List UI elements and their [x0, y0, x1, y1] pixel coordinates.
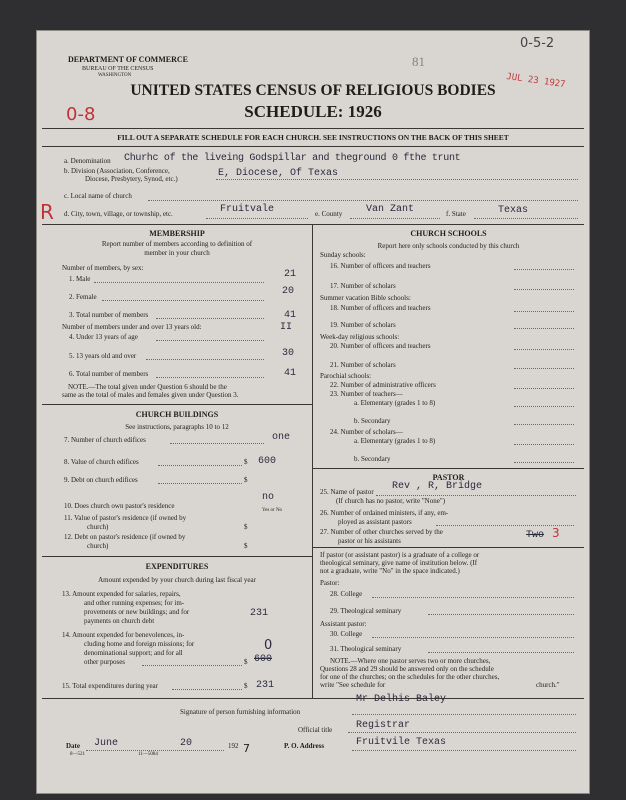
q23a-label: a. Elementary (grades 1 to 8): [354, 399, 436, 407]
q17-label: 17. Number of scholars: [330, 282, 396, 290]
q28-line: [372, 597, 574, 598]
q30-line: [372, 637, 574, 638]
q17-line: [514, 289, 574, 290]
q6-label: 6. Total number of members: [69, 370, 149, 378]
department-label: DEPARTMENT OF COMMERCE: [68, 55, 189, 64]
q18-label: 18. Number of officers and teachers: [330, 304, 431, 312]
q8-label: 8. Value of church edifices: [64, 458, 139, 466]
denomination-label: a. Denomination: [64, 157, 111, 165]
form-code: 8—521: [70, 752, 85, 757]
county-line: [350, 218, 440, 219]
date-month: June: [94, 738, 119, 749]
print-code: 11—5084: [138, 752, 158, 757]
q8-line: [158, 465, 242, 466]
q1-value: 21: [284, 269, 297, 280]
date-year-print: 192: [228, 742, 239, 750]
identification-rule: [42, 224, 584, 225]
denomination-value: Churhc of the liveing Godspillar and theground 0 fthe trunt: [124, 153, 461, 164]
pastor-sub-label: Pastor:: [320, 579, 340, 587]
q14-label-d: other purposes: [84, 658, 126, 666]
q24-label: 24. Number of scholars—: [330, 428, 403, 436]
po-address-line: [352, 750, 576, 751]
q3-value: 41: [284, 310, 297, 321]
q8-dollar: $: [244, 458, 248, 466]
local-name-line: [148, 200, 578, 201]
bureau-label: BUREAU OF THE CENSUS: [82, 66, 154, 72]
r-mark: R: [40, 200, 54, 224]
q14-dollar: $: [244, 658, 248, 666]
sunday-label: Sunday schools:: [320, 251, 366, 259]
q27-value: Two: [526, 530, 545, 541]
membership-sub-2: member in your church: [144, 249, 210, 257]
parochial-label: Parochial schools:: [320, 372, 372, 380]
q14-value: 600: [254, 654, 273, 665]
q5-line: [146, 359, 264, 360]
q22-label: 22. Number of administrative officers: [330, 381, 436, 389]
instruction-rule: [42, 146, 584, 147]
q2-line: [102, 300, 264, 301]
q13-value: 231: [250, 608, 269, 619]
q14-label-b: cluding home and foreign missions; for: [84, 640, 195, 648]
q27-correction: 3: [552, 526, 560, 540]
red-handwritten-mark: 0-8: [66, 104, 96, 125]
membership-heading: MEMBERSHIP: [149, 229, 205, 238]
q1-line: [94, 282, 264, 283]
census-form-sheet: [36, 30, 590, 794]
q29-line: [428, 614, 574, 615]
signature-label: Signature of person furnishing information: [180, 708, 301, 716]
q12-dollar: $: [244, 542, 248, 550]
schedule-title: SCHEDULE: 1926: [244, 102, 382, 121]
assistant-pastor-label: Assistant pastor:: [320, 620, 367, 628]
q14-line: [142, 665, 242, 666]
q31-label: 31. Theological seminary: [330, 645, 402, 653]
footer-rule: [42, 698, 584, 699]
official-title-value: Registrar: [356, 720, 411, 731]
q23a-line: [514, 406, 574, 407]
buildings-rule: [42, 556, 312, 557]
schools-sub: Report here only schools conducted by this church: [377, 242, 520, 250]
po-address-label: P. O. Address: [284, 742, 325, 750]
q27-label-b: pastor or his assistants: [338, 537, 401, 545]
q24a-line: [514, 444, 574, 445]
q5-label: 5. 13 years old and over: [69, 352, 137, 360]
membership-sub-1: Report number of members according to definition of: [101, 240, 253, 248]
state-value: Texas: [498, 205, 529, 216]
q7-label: 7. Number of church edifices: [64, 436, 146, 444]
q12-label-a: 12. Debt on pastor's residence (if owned by: [64, 533, 186, 541]
county-value: Van Zant: [366, 204, 415, 215]
division-label: b. Division (Association, Conference,: [64, 167, 170, 175]
pastor-note-3: for one of the churches; on the schedules for the other churches,: [320, 673, 500, 681]
q13-label-a: 13. Amount expended for salaries, repairs,: [62, 590, 181, 598]
q10-value: no: [262, 492, 275, 503]
signature-line: [352, 714, 576, 715]
city-line: [206, 218, 308, 219]
pastor-heading: PASTOR: [432, 473, 465, 482]
state-line: [474, 218, 578, 219]
q24b-line: [514, 462, 574, 463]
pastor-note-4: write "See schedule for: [320, 681, 386, 689]
q20-label: 20. Number of officers and teachers: [330, 342, 431, 350]
q27-label-a: 27. Number of other churches served by the: [320, 528, 443, 536]
membership-rule: [42, 404, 312, 405]
q12-label-b: church): [87, 542, 109, 550]
membership-note-1: NOTE.—The total given under Question 6 should be the: [68, 383, 227, 391]
q3-line: [156, 318, 264, 319]
q7-line: [170, 443, 264, 444]
age-label: Number of members under and over 13 years old:: [62, 323, 202, 331]
q15-value: 231: [256, 680, 275, 691]
weekday-label: Week-day religious schools:: [320, 333, 400, 341]
signature-value: Mr Delhis Baley: [356, 694, 447, 705]
q16-label: 16. Number of officers and teachers: [330, 262, 431, 270]
q13-label-d: payments on church debt: [84, 617, 155, 625]
q21-label: 21. Number of scholars: [330, 361, 396, 369]
q14-label-a: 14. Amount expended for benevolences, in-: [62, 631, 185, 639]
q25-label: 25. Name of pastor: [320, 488, 374, 496]
pastor-note-5: church.": [536, 681, 560, 689]
summer-label: Summer vacation Bible schools:: [320, 294, 411, 302]
age-value: II: [280, 322, 293, 333]
state-label: f. State: [446, 210, 466, 218]
q15-line: [172, 689, 242, 690]
local-name-label: c. Local name of church: [64, 192, 132, 200]
q25-line: [376, 495, 576, 496]
corner-handwritten-note: 0-5-2: [520, 36, 555, 51]
q2-label: 2. Female: [69, 293, 97, 301]
by-sex-label: Number of members, by sex:: [62, 264, 144, 272]
date-day: 20: [180, 738, 193, 749]
q6-line: [156, 377, 264, 378]
q15-dollar: $: [244, 682, 248, 690]
q24b-label: b. Secondary: [354, 455, 391, 463]
q23b-line: [514, 424, 574, 425]
membership-note-2: same as the total of males and females given under Question 3.: [62, 391, 239, 399]
form-number: 81: [412, 54, 425, 69]
graduate-text-2: theological seminary, give name of institution below. (If: [320, 559, 478, 567]
q21-line: [514, 368, 574, 369]
q23-label: 23. Number of teachers—: [330, 390, 403, 398]
pastor-rule: [313, 547, 584, 548]
column-divider: [312, 224, 313, 698]
q5-value: 30: [282, 348, 295, 359]
q18-line: [514, 311, 574, 312]
q13-label-c: provements or new buildings; and for: [84, 608, 190, 616]
buildings-sub: See instructions, paragraphs 10 to 12: [125, 423, 229, 431]
division-label-2: Diocese, Presbytery, Synod, etc.): [85, 175, 178, 183]
official-title-line: [348, 732, 576, 733]
q24a-label: a. Elementary (grades 1 to 8): [354, 437, 436, 445]
q9-line: [158, 483, 242, 484]
q11-label-a: 11. Value of pastor's residence (if owned by: [64, 514, 187, 522]
q1-label: 1. Male: [69, 275, 91, 283]
received-date-stamp: JUL 23 1927: [505, 71, 567, 91]
q11-dollar: $: [244, 523, 248, 531]
instruction-line: FILL OUT A SEPARATE SCHEDULE FOR EACH CHURCH. SEE INSTRUCTIONS ON THE BACK OF THIS SHEET: [117, 133, 509, 142]
expenditures-heading: EXPENDITURES: [145, 562, 209, 571]
city-value: Fruitvale: [220, 204, 275, 215]
date-year-hand: 7: [243, 742, 250, 755]
date-line: [86, 750, 224, 751]
pastor-note-1: NOTE.—Where one pastor serves two or more churches,: [330, 657, 491, 665]
q19-line: [514, 328, 574, 329]
q16-line: [514, 269, 574, 270]
po-address-value: Fruitvile Texas: [356, 737, 447, 748]
q26-label-a: 26. Number of ordained ministers, if any, em-: [320, 509, 449, 517]
form-title: UNITED STATES CENSUS OF RELIGIOUS BODIES: [130, 82, 496, 99]
washington-label: WASHINGTON: [98, 73, 132, 78]
q3-label: 3. Total number of members: [69, 311, 149, 319]
q13-label-b: and other running expenses; for im-: [84, 599, 185, 607]
q30-label: 30. College: [330, 630, 363, 638]
q9-label: 9. Debt on church edifices: [64, 476, 138, 484]
q9-dollar: $: [244, 476, 248, 484]
schools-heading: CHURCH SCHOOLS: [410, 229, 487, 238]
q10-label: 10. Does church own pastor's residence: [64, 502, 175, 510]
q8-value: 600: [258, 456, 277, 467]
q29-label: 29. Theological seminary: [330, 607, 402, 615]
q7-value: one: [272, 432, 291, 443]
pastor-note-2: Questions 28 and 29 should be answered only on the schedule: [320, 665, 494, 673]
city-label: d. City, town, village, or township, etc.: [64, 210, 173, 218]
division-value: E, Diocese, Of Texas: [218, 168, 339, 179]
q23b-label: b. Secondary: [354, 417, 391, 425]
q26-label-b: ployed as assistant pastors: [338, 518, 412, 526]
graduate-text-1: If pastor (or assistant pastor) is a graduate of a college or: [320, 551, 480, 559]
q14-label-c: denominational support; and for all: [84, 649, 183, 657]
header-rule: [42, 128, 584, 129]
yes-no-hint: Yes or No: [262, 508, 283, 513]
q11-label-b: church): [87, 523, 109, 531]
county-label: e. County: [315, 210, 343, 218]
date-label: Date: [66, 742, 80, 750]
q19-label: 19. Number of scholars: [330, 321, 396, 329]
schools-rule: [313, 468, 584, 469]
expenditures-sub: Amount expended by your church during last fiscal year: [98, 576, 256, 584]
q6-value: 41: [284, 368, 297, 379]
division-line: [216, 179, 578, 180]
q25-sub: (If church has no pastor, write "None"): [336, 497, 446, 505]
q22-line: [514, 388, 574, 389]
q4-label: 4. Under 13 years of age: [69, 333, 138, 341]
q25-value: Rev , R, Bridge: [392, 481, 483, 492]
q20-line: [514, 349, 574, 350]
graduate-text-3: not a graduate, write "No" in the space indicated.): [320, 567, 460, 575]
q28-label: 28. College: [330, 590, 363, 598]
q4-line: [156, 340, 264, 341]
official-title-label: Official title: [298, 726, 333, 734]
q31-line: [428, 652, 574, 653]
buildings-heading: CHURCH BUILDINGS: [135, 410, 219, 419]
q2-value: 20: [282, 286, 295, 297]
q14-correction: 0: [264, 638, 273, 653]
q15-label: 15. Total expenditures during year: [62, 682, 158, 690]
